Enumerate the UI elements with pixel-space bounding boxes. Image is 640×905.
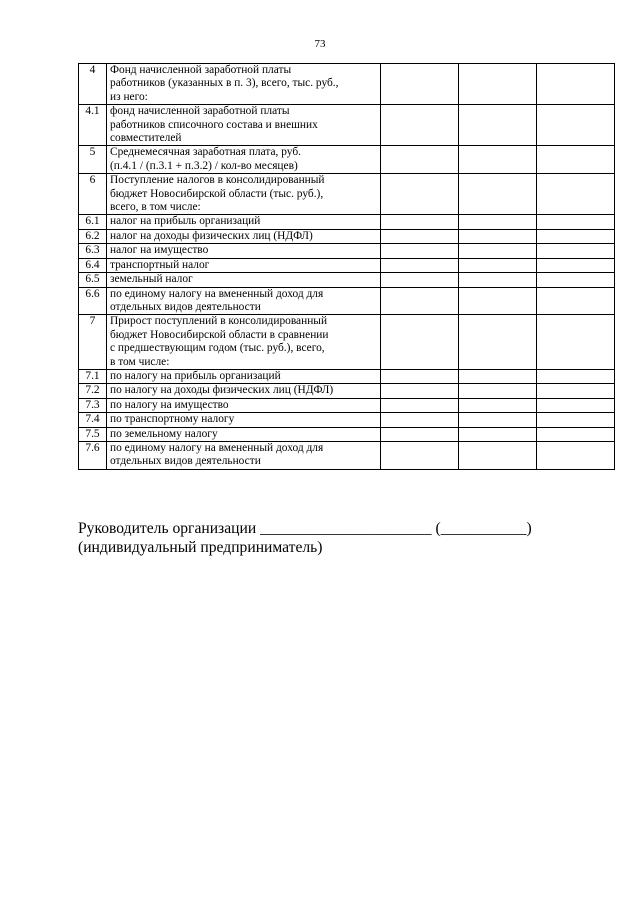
row-number: 7.6	[79, 441, 107, 469]
value-cell	[459, 105, 537, 146]
value-cell	[381, 174, 459, 215]
table-row	[79, 105, 615, 146]
value-cell	[459, 64, 537, 105]
row-description: фонд начисленной заработной платы работников списочного состава и внешних совместителей	[107, 105, 381, 146]
table-row	[79, 64, 615, 105]
value-cell	[459, 413, 537, 427]
table-row	[79, 229, 615, 243]
signature-block	[78, 519, 618, 557]
value-cell	[537, 273, 615, 287]
value-cell	[459, 174, 537, 215]
table-row	[79, 146, 615, 174]
value-cell	[381, 146, 459, 174]
value-cell	[459, 273, 537, 287]
row-number: 6.2	[79, 229, 107, 243]
row-description: земельный налог	[107, 273, 381, 287]
value-cell	[537, 427, 615, 441]
row-number: 6.1	[79, 215, 107, 229]
signature-role: (индивидуальный предприниматель)	[78, 539, 323, 556]
table-row	[79, 413, 615, 427]
value-cell	[459, 258, 537, 272]
row-number: 7.2	[79, 384, 107, 398]
page-number: 73	[314, 38, 326, 50]
value-cell	[537, 244, 615, 258]
value-cell	[381, 427, 459, 441]
row-description: по единому налогу на вмененный доход для отдельных видов деятельности	[107, 287, 381, 315]
table-row	[79, 215, 615, 229]
value-cell	[459, 384, 537, 398]
value-cell	[381, 413, 459, 427]
value-cell	[537, 229, 615, 243]
value-cell	[537, 398, 615, 412]
value-cell	[537, 315, 615, 370]
value-cell	[381, 215, 459, 229]
row-description: налог на доходы физических лиц (НДФЛ)	[107, 229, 381, 243]
row-description: налог на прибыль организаций	[107, 215, 381, 229]
report-table	[78, 63, 615, 470]
value-cell	[537, 105, 615, 146]
value-cell	[459, 398, 537, 412]
value-cell	[459, 229, 537, 243]
table-row	[79, 441, 615, 469]
row-description: по единому налогу на вмененный доход для отдельных видов деятельности	[107, 441, 381, 469]
row-number: 7.3	[79, 398, 107, 412]
value-cell	[459, 441, 537, 469]
value-cell	[381, 105, 459, 146]
row-number: 6.5	[79, 273, 107, 287]
value-cell	[537, 174, 615, 215]
row-description: Поступление налогов в консолидированный бюджет Новосибирской области (тыс. руб.), всего, в том числе:	[107, 174, 381, 215]
value-cell	[381, 384, 459, 398]
table-row	[79, 398, 615, 412]
row-description: по налогу на прибыль организаций	[107, 369, 381, 383]
value-cell	[459, 315, 537, 370]
row-description: транспортный налог	[107, 258, 381, 272]
value-cell	[537, 64, 615, 105]
signature-line: Руководитель организации ______________________ (___________)	[78, 520, 532, 537]
value-cell	[537, 369, 615, 383]
value-cell	[537, 413, 615, 427]
table-row	[79, 174, 615, 215]
value-cell	[537, 384, 615, 398]
value-cell	[459, 146, 537, 174]
value-cell	[381, 258, 459, 272]
table-row	[79, 287, 615, 315]
table-row	[79, 315, 615, 370]
value-cell	[381, 369, 459, 383]
row-number: 6.6	[79, 287, 107, 315]
value-cell	[459, 244, 537, 258]
value-cell	[537, 441, 615, 469]
value-cell	[459, 287, 537, 315]
table-row	[79, 258, 615, 272]
row-number: 7.1	[79, 369, 107, 383]
value-cell	[381, 315, 459, 370]
value-cell	[459, 369, 537, 383]
table-row	[79, 427, 615, 441]
value-cell	[381, 244, 459, 258]
table-row	[79, 273, 615, 287]
table-row	[79, 384, 615, 398]
value-cell	[381, 441, 459, 469]
value-cell	[381, 229, 459, 243]
row-number: 6	[79, 174, 107, 215]
row-number: 6.3	[79, 244, 107, 258]
row-description: по налогу на имущество	[107, 398, 381, 412]
table-row	[79, 244, 615, 258]
value-cell	[381, 287, 459, 315]
row-description: Прирост поступлений в консолидированный бюджет Новосибирской области в сравнении с предшествующим годом (тыс. руб.), всего, в том числе:	[107, 315, 381, 370]
value-cell	[459, 427, 537, 441]
row-number: 7.5	[79, 427, 107, 441]
value-cell	[381, 398, 459, 412]
value-cell	[459, 215, 537, 229]
row-description: по транспортному налогу	[107, 413, 381, 427]
row-description: налог на имущество	[107, 244, 381, 258]
value-cell	[381, 273, 459, 287]
row-description: Среднемесячная заработная плата, руб. (п.4.1 / (п.3.1 + п.3.2) / кол-во месяцев)	[107, 146, 381, 174]
value-cell	[381, 64, 459, 105]
row-description: Фонд начисленной заработной платы работников (указанных в п. 3), всего, тыс. руб., из него:	[107, 64, 381, 105]
row-number: 7.4	[79, 413, 107, 427]
row-number: 6.4	[79, 258, 107, 272]
row-number: 4	[79, 64, 107, 105]
value-cell	[537, 146, 615, 174]
table-row	[79, 369, 615, 383]
row-number: 7	[79, 315, 107, 370]
value-cell	[537, 287, 615, 315]
row-description: по налогу на доходы физических лиц (НДФЛ)	[107, 384, 381, 398]
row-number: 5	[79, 146, 107, 174]
value-cell	[537, 215, 615, 229]
report-table-body	[79, 64, 615, 470]
row-number: 4.1	[79, 105, 107, 146]
value-cell	[537, 258, 615, 272]
row-description: по земельному налогу	[107, 427, 381, 441]
